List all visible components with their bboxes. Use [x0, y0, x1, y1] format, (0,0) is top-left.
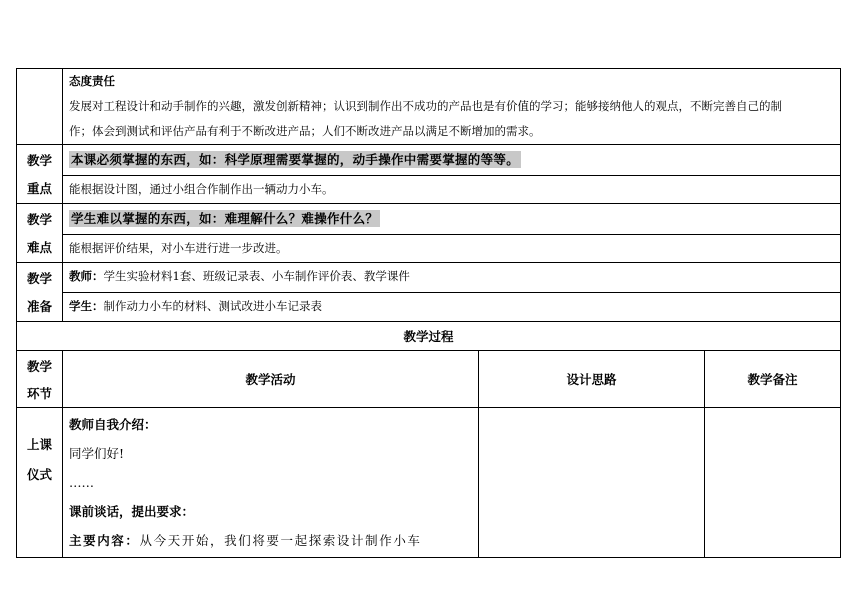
attitude-cell — [63, 69, 841, 145]
difficult-points-label: 教学 难点 — [17, 204, 63, 263]
talk-title: 课前谈话，提出要求： — [69, 504, 195, 519]
preparation-student: 学生：制作动力小车的材料、测试改进小车记录表 — [63, 292, 841, 322]
col-activity-header: 教学活动 — [63, 351, 479, 408]
difficult-points-row-1 — [17, 204, 841, 235]
intro-title: 教师自我介绍： — [69, 417, 157, 432]
difficult-points-text: 能根据评价结果，对小车进行进一步改进。 — [63, 234, 841, 262]
ceremony-notes — [705, 408, 841, 558]
key-points-text: 能根据设计图，通过小组合作制作出一辆动力小车。 — [63, 175, 841, 203]
ceremony-design — [479, 408, 705, 558]
key-points-row-1 — [17, 145, 841, 176]
lesson-plan-table — [16, 68, 841, 558]
preparation-row-1 — [17, 263, 841, 293]
ceremony-activity — [63, 408, 479, 558]
attitude-line-2: 作；体会到测试和评估产品有利于不断改进产品；人们不断改进产品以满足不断增加的需求。 — [69, 124, 541, 138]
col-design-header: 设计思路 — [479, 351, 705, 408]
col-stage-header: 教学 环节 — [17, 351, 63, 408]
attitude-line-1: 发展对工程设计和动手制作的兴趣，激发创新精神；认识到制作出不成功的产品也是有价值的学习；能够接纳他人的观点，不断完善自己的制 — [69, 99, 782, 113]
lesson-plan-page — [16, 68, 840, 558]
preparation-row-2 — [17, 292, 841, 322]
key-points-highlight: 本课必须掌握的东西，如：科学原理需要掌握的，动手操作中需要掌握的等等。 — [71, 152, 520, 167]
col-notes-header: 教学备注 — [705, 351, 841, 408]
process-header-row — [17, 351, 841, 408]
ceremony-row — [17, 408, 841, 558]
attitude-title: 态度责任 — [69, 74, 115, 88]
ellipsis: …… — [69, 475, 94, 490]
difficult-points-row-2 — [17, 234, 841, 262]
main-content: 主要内容：从今天开始，我们将要一起探索设计制作小车 — [69, 533, 422, 548]
attitude-row — [17, 69, 841, 145]
difficult-points-highlight: 学生难以掌握的东西，如：难理解什么？难操作什么？ — [71, 211, 379, 226]
attitude-label-cell — [17, 69, 63, 145]
process-title-row — [17, 322, 841, 351]
key-points-label: 教学 重点 — [17, 145, 63, 204]
ceremony-label: 上课 仪式 — [17, 408, 63, 558]
difficult-points-highlight-cell — [63, 204, 841, 235]
key-points-row-2 — [17, 175, 841, 203]
preparation-teacher: 教师：学生实验材料1套、班级记录表、小车制作评价表、教学课件 — [63, 263, 841, 293]
greeting: 同学们好! — [69, 446, 125, 461]
process-title: 教学过程 — [17, 322, 841, 351]
key-points-highlight-cell — [63, 145, 841, 176]
preparation-label: 教学 准备 — [17, 263, 63, 322]
